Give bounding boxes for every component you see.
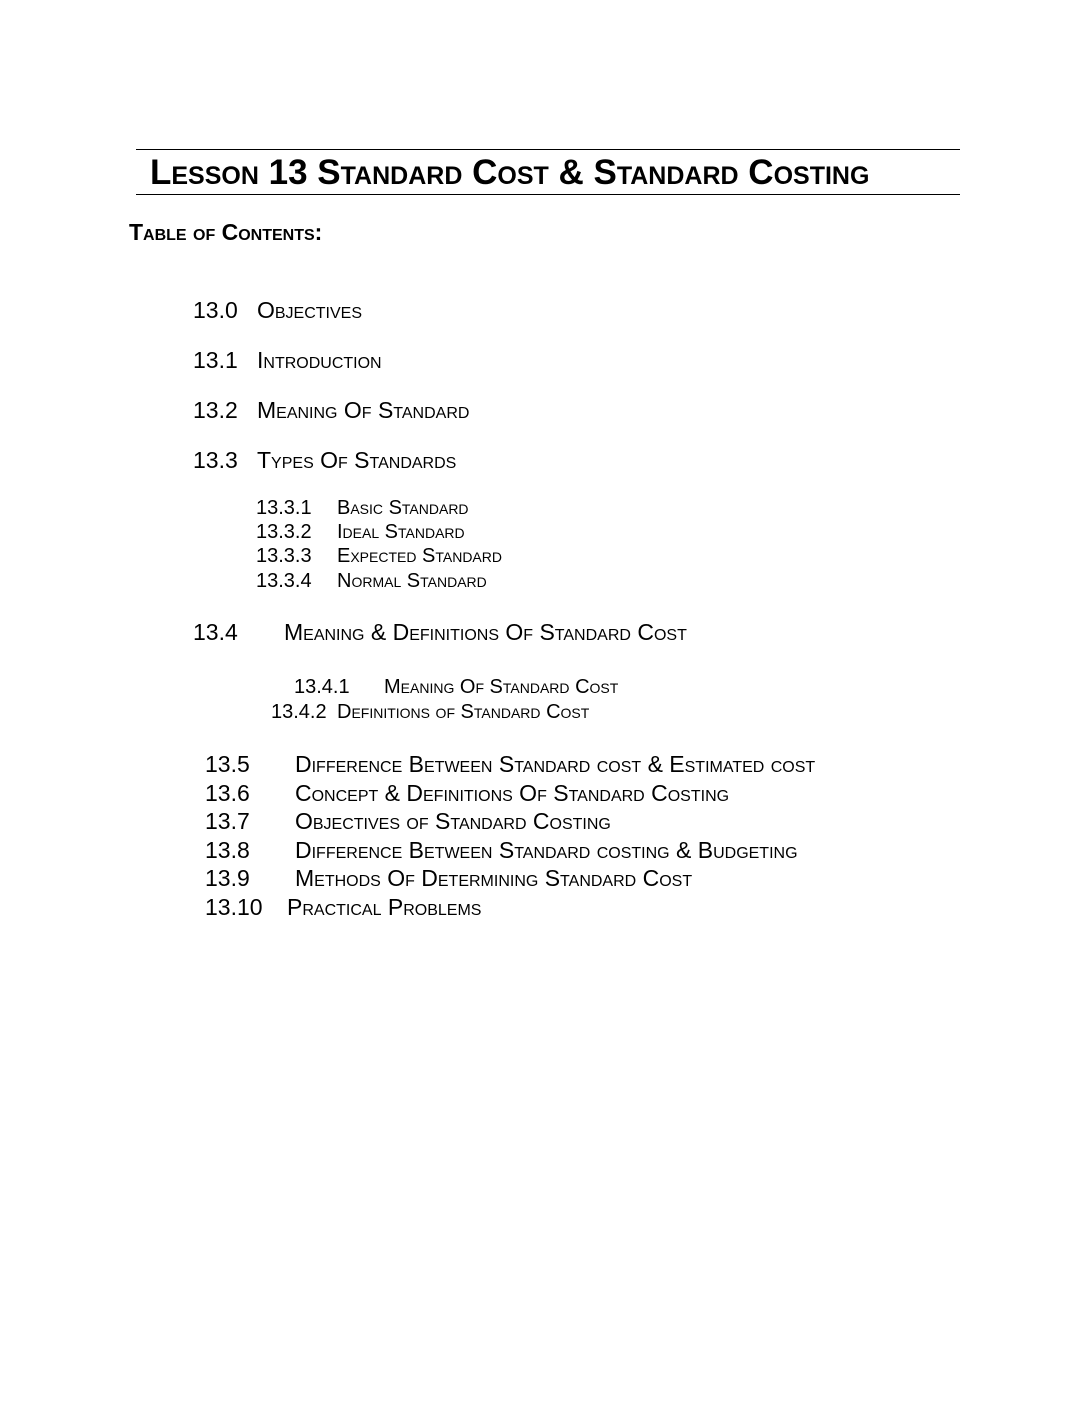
toc-item-number: 13.0 [193, 297, 238, 323]
toc-heading: Table of Contents: [129, 219, 323, 245]
toc-item-number: 13.5 [205, 751, 250, 777]
toc-item-number: 13.2 [193, 397, 238, 423]
toc-item-number: 13.9 [205, 865, 250, 891]
title-rule-bottom [136, 194, 960, 195]
toc-item-number: 13.3.2 [256, 521, 312, 543]
toc-item-label: Introduction [257, 347, 382, 373]
toc-item-number: 13.8 [205, 837, 250, 863]
toc-item-label: Methods Of Determining Standard Cost [295, 865, 693, 891]
toc-item-label: Meaning & Definitions Of Standard Cost [284, 619, 687, 645]
toc-item-label: Difference Between Standard cost & Estimated cost [295, 751, 816, 777]
toc-item-label: Difference Between Standard costing & Budgeting [295, 837, 798, 863]
toc-item-number: 13.4.2 [271, 701, 327, 723]
toc-item-label: Ideal Standard [337, 521, 465, 543]
toc-item-label: Objectives [257, 297, 363, 323]
toc-item-number: 13.3.4 [256, 570, 312, 592]
toc-item-label: Objectives of Standard Costing [295, 808, 611, 834]
toc-item-label: Normal Standard [337, 570, 487, 592]
toc-item-label: Practical Problems [287, 894, 482, 920]
toc-item-label: Meaning Of Standard Cost [384, 676, 619, 698]
toc-item-number: 13.4 [193, 619, 238, 645]
toc-item-number: 13.3 [193, 447, 238, 473]
toc-item-number: 13.6 [205, 780, 250, 806]
toc-item-number: 13.3.3 [256, 545, 312, 567]
toc-item-label: Concept & Definitions Of Standard Costing [295, 780, 730, 806]
toc-item-number: 13.4.1 [294, 676, 350, 698]
toc-item-number: 13.3.1 [256, 497, 312, 519]
toc-item-label: Basic Standard [337, 497, 469, 519]
toc-item-label: Expected Standard [337, 545, 502, 567]
toc-item-label: Types Of Standards [257, 447, 457, 473]
toc-item-number: 13.1 [193, 347, 238, 373]
toc-item-label: Definitions of Standard Cost [337, 701, 590, 723]
toc-item-label: Meaning Of Standard [257, 397, 470, 423]
title-rule-top [136, 149, 960, 150]
lesson-title: Lesson 13 Standard Cost & Standard Costing [150, 153, 870, 192]
toc-item-number: 13.7 [205, 808, 250, 834]
toc-item-number: 13.10 [205, 894, 263, 920]
